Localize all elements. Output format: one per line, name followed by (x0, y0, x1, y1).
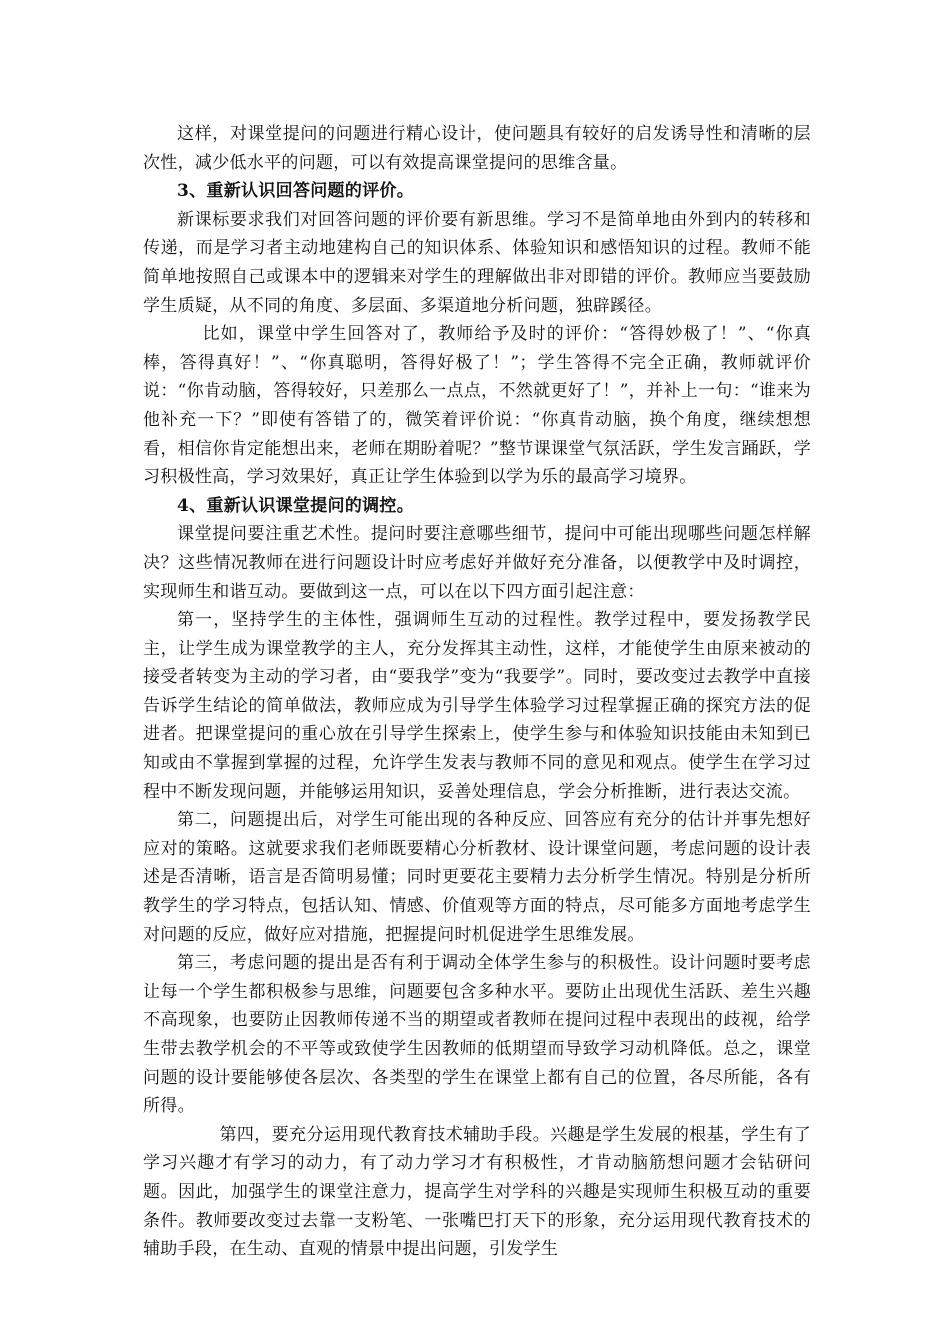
paragraph-point-3: 第三，考虑问题的提出是否有利于调动全体学生参与的积极性。设计问题时要考虑让每一个学生都积极参与思维，问题要包含多种水平。要防止出现优生活跃、差生兴趣不高现象，也要防止因教师传递不当的期望或者教师在提问过程中表现出的歧视，给学生带去教学机会的不平等或致使学生因教师的低期望而导致学习动机降低。总之，课堂问题的设计要能够使各层次、各类型的学生在课堂上都有自己的位置，各尽所能，各有所得。 (143, 953, 811, 1117)
paragraph-evaluation: 新课标要求我们对回答问题的评价要有新思维。学习不是简单地由外到内的转移和传递，而是学习者主动地建构自己的知识体系、体验知识和感悟知识的过程。教师不能简单地按照自己或课本中的逻辑来对学生的理解做出非对即错的评价。教师应当要鼓励学生质疑，从不同的角度、多层面、多渠道地分析问题，独辟蹊径。 (143, 209, 811, 316)
paragraph-point-2: 第二，问题提出后，对学生可能出现的各种反应、回答应有充分的估计并事先想好应对的策略。这就要求我们老师既要精心分析教材、设计课堂问题，考虑问题的设计表述是否清晰，语言是否简明易懂；同时更要花主要精力去分析学生情况。特别是分析所教学生的学习特点，包括认知、情感、价值观等方面的特点，尽可能多方面地考虑学生对问题的反应，做好应对措施，把握提问时机促进学生思维发展。 (143, 810, 811, 945)
paragraph-intro-conclusion: 这样，对课堂提问的问题进行精心设计，使问题具有较好的启发诱导性和清晰的层次性，减少低水平的问题，可以有效提高课堂提问的思维含量。 (143, 124, 811, 173)
paragraph-point-1: 第一，坚持学生的主体性，强调师生互动的过程性。教学过程中，要发扬教学民主，让学生成为课堂教学的主人，充分发挥其主动性，这样，才能使学生由原来被动的接受者转变为主动的学习者，由“要我学”变为“我要学”。同时，要改变过去教学中直接告诉学生结论的简单做法，教师应成为引导学生体验学习过程掌握正确的探究方法的促进者。把课堂提问的重心放在引导学生探索上，使学生参与和体验知识技能由未知到已知或由不掌握到掌握的过程，允许学生发表与教师不同的意见和观点。使学生在学习过程中不断发现问题，并能够运用知识，妥善处理信息，学会分析推断，进行表达交流。 (143, 610, 811, 802)
paragraph-example: 比如，课堂中学生回答对了，教师给予及时的评价：“答得妙极了！”、“你真棒，答得真好！”、“你真聪明，答得好极了！”；学生答得不完全正确，教师就评价说：“你肯动脑，答得较好，只差那么一点点，不然就更好了！”，并补上一句：“谁来为他补充一下？”即使有答错了的，微笑着评价说：“你真肯动脑，换个角度，继续想想看，相信你肯定能想出来，老师在期盼着呢？”整节课课堂气氛活跃，学生发言踊跃，学习积极性高，学习效果好，真正让学生体验到以学为乐的最高学习境界。 (143, 324, 811, 488)
document-page (143, 120, 811, 1264)
section-heading-4: 4、重新认识课堂提问的调控。 (177, 495, 415, 516)
paragraph-control: 课堂提问要注重艺术性。提问时要注意哪些细节，提问中可能出现哪些问题怎样解决？这些情况教师在进行问题设计时应考虑好并做好充分准备，以便教学中及时调控，实现师生和谐互动。要做到这一点，可以在以下四方面引起注意： (143, 524, 811, 602)
paragraph-point-4: 第四，要充分运用现代教育技术辅助手段。兴趣是学生发展的根基，学生有了学习兴趣才有学习的动力，有了动力学习才有积极性，才肯动脑筋想问题才会钻研问题。因此，加强学生的课堂注意力，提高学生对学科的兴趣是实现师生积极互动的重要条件。教师要改变过去靠一支粉笔、一张嘴巴打天下的形象，充分运用现代教育技术的辅助手段，在生动、直观的情景中提出问题，引发学生 (143, 1124, 811, 1260)
section-heading-3: 3、重新认识回答问题的评价。 (177, 181, 415, 202)
